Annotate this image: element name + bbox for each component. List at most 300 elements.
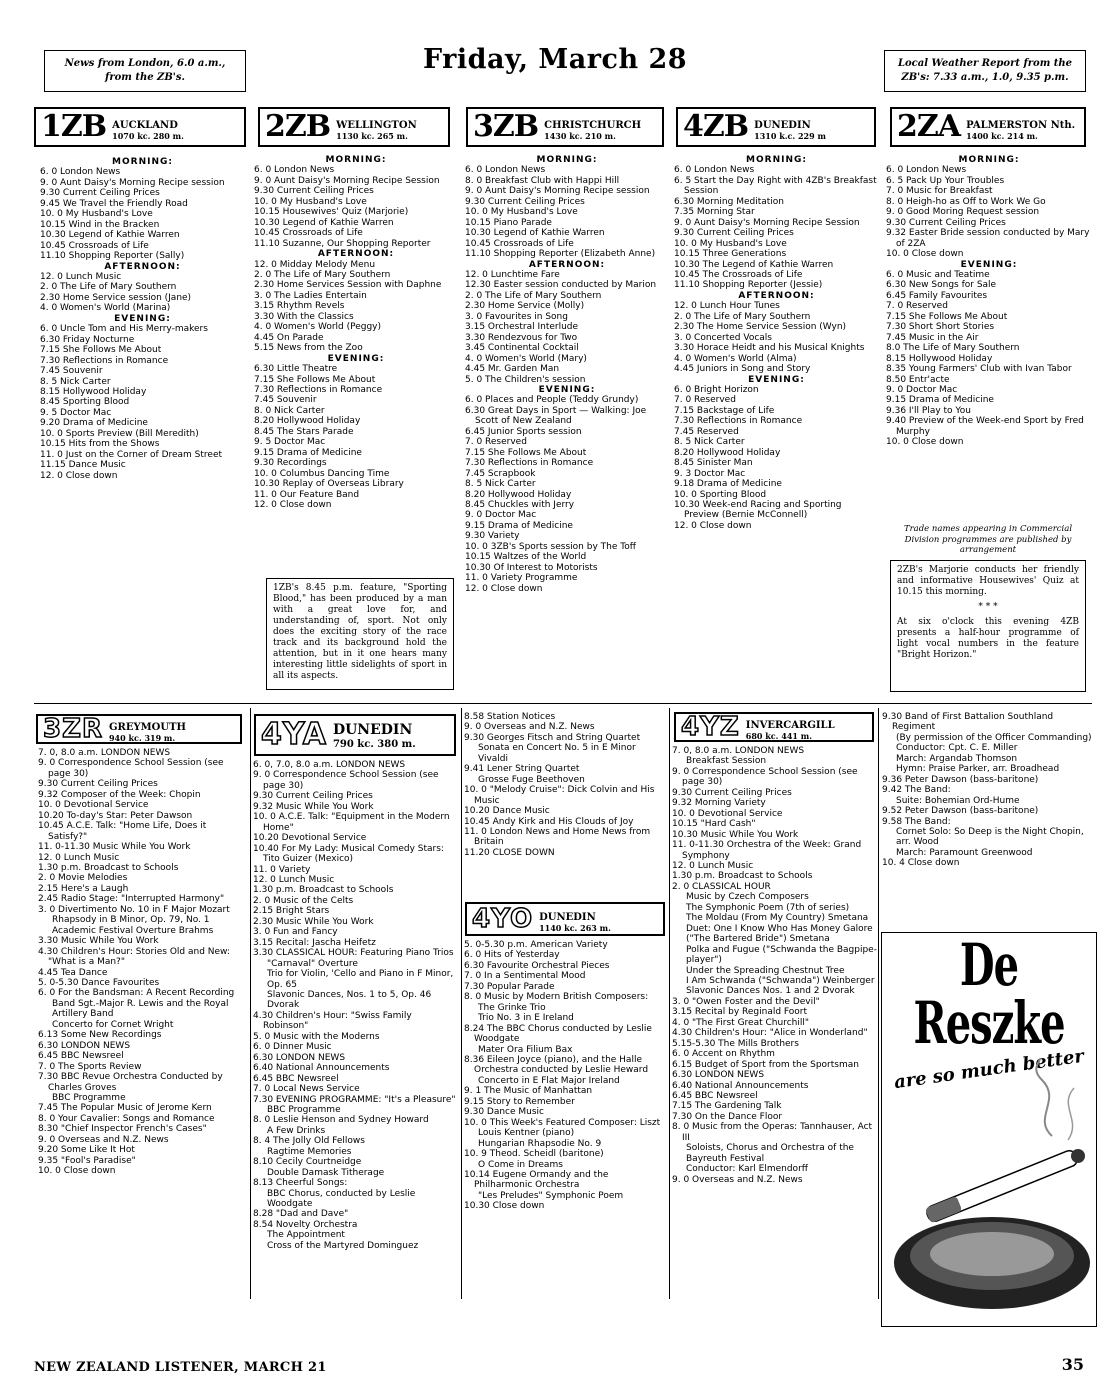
schedule-entry: 6. 0 London News (674, 165, 755, 176)
schedule-entry: 8.45 Chuckles with Jerry (465, 499, 575, 510)
schedule-entry: 11.10 Shopping Reporter (Elizabeth Anne) (465, 249, 656, 260)
station-frequency: 1070 kc. 280 m. (112, 130, 184, 141)
schedule-2za (886, 155, 1092, 515)
schedule-entry: 6.45 BBC Newsreel (253, 1073, 339, 1084)
schedule-entry: 3. 0 Concerted Vocals (674, 332, 772, 343)
section-heading: MORNING: (112, 157, 173, 167)
de-reszke-advertisement (881, 932, 1097, 1327)
station-callsign: 4YZ (681, 712, 740, 742)
schedule-entry: 10. 4 Close down (882, 858, 960, 869)
station-city: INVERCARGILL (745, 719, 835, 731)
schedule-entry: 10. 0 Close down (886, 437, 964, 448)
schedule-entry: 2. 0 Movie Melodies (38, 873, 128, 884)
station-city: PALMERSTON Nth. (966, 119, 1076, 131)
schedule-entry: 11. 0 Our Feature Band (254, 489, 360, 500)
schedule-entry: 6.40 National Announcements (253, 1063, 390, 1074)
schedule-entry: 10.30 Close down (464, 1201, 545, 1212)
schedule-entry: 7.30 Popular Parade (464, 981, 555, 992)
publication-footer: NEW ZEALAND LISTENER, MARCH 21 (34, 1360, 327, 1375)
schedule-entry: 8.50 Entr'acte (886, 374, 950, 385)
schedule-entry: 9. 5 Doctor Mac (40, 407, 112, 418)
schedule-entry: 11.15 Dance Music (40, 460, 126, 471)
schedule-entry: 9.40 Preview of the Week-end Sport by Fred Murphy (886, 416, 1084, 437)
schedule-entry: 10.15 Three Generations (674, 249, 787, 260)
station-badge-2zb (258, 107, 450, 147)
schedule-entry: 10.20 Dance Music (464, 806, 550, 817)
station-badge-1zb (34, 107, 246, 147)
schedule-entry: 3. 0 The Ladies Entertain (254, 290, 367, 301)
schedule-2zb (254, 155, 458, 570)
schedule-entry: 10. 0 This Week's Featured Composer: Liszt (464, 1117, 661, 1128)
schedule-entry: 8. 0 Leslie Henson and Sydney Howard (253, 1115, 429, 1126)
schedule-entry: 2.30 Music While You Work (253, 916, 374, 927)
schedule-entry: March: Argandab Thomson (896, 753, 1018, 764)
schedule-entry: 9.30 Current Ceiling Prices (674, 228, 794, 239)
schedule-entry: 11. 0 London News and Home News from Britain (464, 826, 651, 848)
schedule-entry: 6.30 Great Days in Sport — Walking: Joe Scott of New Zealand (465, 405, 647, 427)
schedule-entry: 10. 0 Sports Preview (Bill Meredith) (40, 428, 199, 439)
schedule-entry: The Symphonic Poem (7th of series) (686, 902, 850, 913)
news-note-line: from the ZB's. (105, 72, 185, 83)
station-callsign: 4YO (472, 904, 534, 934)
schedule-entry: 7. 0, 8.0 a.m. LONDON NEWS (672, 746, 805, 756)
schedule-entry: Conductor: Cpt. C. E. Miller (896, 743, 1018, 754)
schedule-entry: 7.15 The Gardening Talk (672, 1101, 782, 1112)
schedule-entry: 1.30 p.m. Broadcast to Schools (672, 871, 813, 882)
schedule-entry: "Les Preludes" Symphonic Poem (478, 1190, 624, 1201)
schedule-entry: 2. 0 CLASSICAL HOUR (672, 881, 771, 892)
schedule-entry: 11.10 Shopping Reporter (Sally) (40, 251, 185, 262)
schedule-entry: 12. 0 Close down (254, 499, 332, 510)
schedule-entry: 10. 0 Columbus Dancing Time (254, 468, 390, 479)
schedule-entry: 7.15 She Follows Me About (886, 311, 1008, 322)
schedule-entry: 7.15 She Follows Me About (40, 345, 162, 356)
schedule-entry: 9. 0 Aunt Daisy's Morning Recipe Session (674, 217, 860, 228)
schedule-entry: 3.45 Continental Cocktail (465, 343, 579, 354)
schedule-entry: Music by Czech Composers (686, 892, 809, 903)
schedule-entry: 9. 0 Overseas and N.Z. News (38, 1134, 169, 1145)
column-divider (250, 708, 251, 1299)
weather-note-line: ZB's: 7.33 a.m., 1.0, 9.35 p.m. (901, 72, 1069, 83)
schedule-entry: 10. 0 Close down (38, 1166, 116, 1177)
schedule-entry: 4. 0 Women's World (Alma) (674, 353, 797, 364)
schedule-entry: 7. 0 Reserved (465, 437, 527, 448)
schedule-entry: 10.15 Waltzes of the World (465, 552, 587, 563)
schedule-entry: 7.30 EVENING PROGRAMME: "It's a Pleasure" (253, 1094, 456, 1105)
section-heading: MORNING: (536, 155, 598, 165)
schedule-entry: 8.28 "Dad and Dave" (253, 1209, 349, 1220)
schedule-entry: 7.30 Reflections in Romance (40, 355, 169, 366)
schedule-entry: 7.30 Reflections in Romance (254, 384, 383, 395)
schedule-entry: 9.32 Morning Variety (672, 798, 766, 809)
schedule-entry: 9.30 Current Ceiling Prices (40, 188, 160, 199)
station-city: WELLINGTON (336, 119, 417, 131)
schedule-entry: 10. 0 My Husband's Love (674, 238, 787, 249)
schedule-entry: 3. 0 Fun and Fancy (253, 927, 338, 938)
schedule-entry: The Grinke Trio (478, 1002, 546, 1013)
schedule-entry: 6.40 National Announcements (672, 1080, 809, 1091)
schedule-entry: 8.20 Hollywood Holiday (674, 447, 781, 458)
schedule-entry: 10.15 "Hard Cash" (672, 819, 756, 830)
schedule-entry: 8. 0 Nick Carter (254, 405, 325, 416)
schedule-entry: 7.15 Backstage of Life (674, 405, 775, 416)
schedule-entry: 8. 5 Nick Carter (465, 479, 536, 490)
schedule-entry: 10. 0 Devotional Service (38, 800, 149, 811)
schedule-entry: 9.20 Some Like It Hot (38, 1145, 135, 1156)
schedule-entry: 6. 0 London News (886, 165, 967, 176)
schedule-entry: 3.15 Recital by Reginald Foort (672, 1007, 808, 1018)
station-frequency: 1430 kc. 210 m. (544, 130, 616, 141)
schedule-entry: 6.45 Family Favourites (886, 290, 988, 301)
marjorie-note-text: 2ZB's Marjorie conducts her friendly and informative Housewives' Quiz at 10.15 this morning. (897, 565, 1079, 597)
schedule-entry: 5. 0 Music with the Moderns (253, 1031, 380, 1042)
section-heading: AFTERNOON: (738, 290, 815, 301)
schedule-entry: 12. 0 Lunchtime Fare (465, 269, 560, 280)
schedule-entry: 9.30 Variety (465, 531, 520, 542)
schedule-entry: 9.30 Current Ceiling Prices (253, 791, 373, 802)
schedule-entry: (By permission of the Officer Commanding) (896, 732, 1092, 743)
station-frequency: 790 kc. 380 m. (332, 738, 416, 750)
section-heading: EVENING: (538, 384, 596, 395)
schedule-entry: 9.15 Drama of Medicine (254, 447, 362, 458)
marjorie-note (890, 560, 1086, 692)
weather-note-line: Local Weather Report from the (897, 57, 1073, 69)
schedule-entry: Trio for Violin, 'Cello and Piano in F Minor, Op. 65 (267, 969, 454, 990)
schedule-entry: 6. 5 Pack Up Your Troubles (886, 175, 1005, 186)
schedule-entry: 3.30 Rendezvous for Two (465, 332, 578, 343)
schedule-entry: 7.30 Short Short Stories (886, 322, 995, 333)
schedule-entry: 9.36 Peter Dawson (bass-baritone) (882, 774, 1039, 785)
schedule-entry: 6.30 Favourite Orchestral Pieces (464, 960, 610, 971)
schedule-entry: 10.45 Crossroads of Life (40, 240, 149, 251)
schedule-entry: 7. 0 In a Sentimental Mood (464, 971, 586, 982)
station-city: DUNEDIN (332, 722, 413, 739)
schedule-entry: 9.15 Drama of Medicine (886, 395, 994, 406)
schedule-entry: Soloists, Chorus and Orchestra of the Bayreuth Festival (686, 1143, 854, 1164)
schedule-entry: Academic Festival Overture Brahms (52, 925, 214, 936)
schedule-entry: Band Sgt.-Major R. Lewis and the Royal Artillery Band (52, 998, 229, 1020)
schedule-entry: 6. 0 Accent on Rhythm (672, 1049, 775, 1060)
schedule-3zb (465, 155, 669, 695)
schedule-entry: 8.24 The BBC Chorus conducted by Leslie Woodgate (464, 1023, 652, 1045)
schedule-entry: 10. 0 Close down (886, 249, 964, 260)
schedule-entry: 11. 0 Variety (253, 864, 311, 875)
schedule-entry: 3. 0 "Owen Foster and the Devil" (672, 996, 820, 1007)
schedule-entry: I Am Schwanda ("Schwanda") Weinberger (686, 975, 875, 986)
note-stars: * * * (978, 602, 998, 612)
marjorie-note-text: At six o'clock this evening 4ZB presents a half-hour programme of light vocal numbers in the feature "Bright Horizon." (897, 617, 1079, 660)
schedule-entry: 10.15 Housewives' Quiz (Marjorie) (254, 207, 409, 218)
schedule-entry: 6. 5 Start the Day Right with 4ZB's Breakfast Session (674, 175, 877, 197)
ashtray-cigarette-illustration (882, 1058, 1096, 1327)
schedule-entry: 9. 0 Doctor Mac (465, 510, 537, 521)
station-city: DUNEDIN (754, 119, 811, 131)
schedule-entry: 4.30 Children's Hour: Stories Old and New: "What is a Man?" (38, 946, 230, 968)
schedule-entry: 9. 0 Aunt Daisy's Morning Recipe session (465, 186, 650, 197)
schedule-entry: 2. 0 The Life of Mary Southern (254, 269, 391, 280)
schedule-entry: 6.45 BBC Newsreel (38, 1051, 124, 1062)
schedule-entry: 8.0 The Life of Mary Southern (886, 343, 1020, 354)
schedule-entry: 5.15-5.30 The Mills Brothers (672, 1038, 799, 1049)
station-city: AUCKLAND (112, 119, 178, 131)
schedule-entry: 7.45 The Popular Music of Jerome Kern (38, 1103, 212, 1114)
schedule-entry: Double Damask Titherage (267, 1167, 385, 1178)
schedule-entry: Conductor: Karl Elmendorff (686, 1164, 808, 1175)
schedule-entry: 10.15 Piano Parade (465, 217, 552, 228)
schedule-entry: 6.45 BBC Newsreel (672, 1090, 758, 1101)
station-callsign: 2ZB (265, 109, 331, 144)
schedule-entry: 4.45 Juniors in Song and Story (674, 364, 811, 375)
schedule-entry: 8.13 Cheerful Songs: (253, 1178, 348, 1189)
schedule-entry: Duet: One I Know Who Has Money Galore ("The Bartered Bride") Smetana (686, 923, 873, 945)
schedule-entry: 2.30 Home Services Session with Daphne (254, 280, 442, 291)
schedule-entry: 8.36 Eileen Joyce (piano), and the Halle Orchestra conducted by Leslie Heward (464, 1054, 649, 1076)
schedule-entry: 11. 0-11.30 Orchestra of the Week: Grand Symphony (672, 840, 862, 861)
station-city: DUNEDIN (539, 911, 596, 923)
schedule-entry: 10.30 Of Interest to Motorists (465, 562, 598, 573)
schedule-entry: 8.15 Hollywood Holiday (40, 386, 147, 397)
schedule-entry: 3.30 With the Classics (254, 311, 354, 322)
schedule-entry: Ragtime Memories (267, 1146, 352, 1157)
section-heading: MORNING: (325, 155, 387, 165)
schedule-entry: Suite: Bohemian Ord-Hume (896, 795, 1020, 806)
schedule-entry: BBC Programme (52, 1092, 126, 1103)
schedule-entry: Cornet Solo: So Deep is the Night Chopin, arr. Wood (896, 826, 1084, 848)
schedule-entry: O Come in Dreams (478, 1159, 563, 1170)
schedule-entry: The Moldau (From My Country) Smetana (686, 913, 869, 924)
schedule-entry: 9. 0 Aunt Daisy's Morning Recipe Session (254, 175, 440, 186)
section-heading: EVENING: (748, 374, 805, 385)
schedule-entry: 11.20 CLOSE DOWN (464, 847, 555, 858)
schedule-entry: 9.32 Composer of the Week: Chopin (38, 789, 201, 800)
schedule-entry: 7.30 BBC Revue Orchestra Conducted by Charles Groves (38, 1072, 223, 1093)
schedule-entry: 4. 0 "The First Great Churchill" (672, 1017, 809, 1028)
schedule-entry: 6. 0 London News (254, 165, 335, 176)
schedule-entry: 6.13 Some New Recordings (38, 1030, 162, 1041)
schedule-entry: 6. 0 Music and Teatime (886, 269, 990, 280)
schedule-entry: Under the Spreading Chestnut Tree (686, 965, 845, 976)
schedule-entry: 9. 0 Overseas and N.Z. News (464, 722, 595, 733)
schedule-entry: 5.15 News from the Zoo (254, 343, 363, 354)
schedule-entry: 12. 0 Lunch Hour Tunes (674, 301, 780, 312)
schedule-entry: 2. 0 The Life of Mary Southern (465, 290, 602, 301)
schedule-entry: 9.30 Current Ceiling Prices (886, 217, 1006, 228)
schedule-entry: 10. 0 My Husband's Love (465, 207, 578, 218)
schedule-entry: 6.30 New Songs for Sale (886, 280, 997, 291)
column-divider (669, 708, 670, 1299)
station-callsign: 3ZR (43, 714, 103, 744)
schedule-entry: 9.15 Story to Remember (464, 1096, 575, 1107)
schedule-entry: BBC Chorus, conducted by Leslie Woodgate (267, 1188, 416, 1210)
schedule-entry: 4.30 Children's Hour: "Alice in Wonderland" (672, 1028, 868, 1039)
schedule-entry: 10.30 Legend of Kathie Warren (254, 217, 394, 228)
schedule-entry: 3. 0 Divertimento No. 10 in F Major Mozart (38, 904, 230, 915)
schedule-entry: 3. 0 Favourites in Song (465, 311, 568, 322)
news-note-line: News from London, 6.0 a.m., (64, 57, 226, 69)
schedule-entry: 3.30 Horace Heidt and his Musical Knights (674, 343, 865, 354)
schedule-entry: 8.45 Sinister Man (674, 458, 753, 469)
station-frequency: 680 kc. 441 m. (745, 730, 812, 741)
schedule-entry: 9.42 The Band: (882, 785, 951, 796)
station-callsign: 4YA (261, 717, 327, 752)
schedule-entry: 9. 0 Doctor Mac (886, 384, 958, 395)
schedule-entry: 9.52 Peter Dawson (bass-baritone) (882, 806, 1039, 817)
station-badge-4yo (465, 902, 665, 936)
schedule-entry: 11. 0 Just on the Corner of Dream Street (40, 449, 223, 460)
section-heading: AFTERNOON: (528, 259, 606, 270)
station-badge-2za (890, 107, 1086, 147)
station-badge-3zr (36, 714, 242, 744)
schedule-entry: 7. 0 Music for Breakfast (886, 186, 993, 197)
schedule-entry: 8. 5 Nick Carter (674, 437, 745, 448)
schedule-entry: Rhapsody in B Minor, Op. 79, No. 1 (52, 915, 210, 926)
schedule-entry: 10.30 Legend of Kathie Warren (40, 230, 180, 241)
section-heading: AFTERNOON: (317, 249, 395, 260)
schedule-entry: 6. 0 Places and People (Teddy Grundy) (465, 395, 639, 406)
schedule-entry: 10.30 Replay of Overseas Library (254, 479, 404, 490)
schedule-entry: 10.15 Wind in the Bracken (40, 219, 160, 230)
schedule-entry: 9.20 Drama of Medicine (40, 418, 148, 429)
schedule-entry: 10. 0 Devotional Service (672, 808, 783, 819)
schedule-entry: 9.58 The Band: (882, 816, 951, 827)
schedule-entry: Breakfast Session (686, 756, 767, 767)
schedule-entry: Cross of the Martyred Dominguez (267, 1240, 419, 1251)
schedule-entry: 5. 0-5.30 p.m. American Variety (464, 940, 608, 950)
schedule-entry: 6.30 LONDON NEWS (253, 1052, 346, 1063)
schedule-entry: 6. 0 For the Bandsman: A Recent Recording (38, 988, 235, 999)
station-frequency: 1400 kc. 214 m. (966, 130, 1038, 141)
schedule-entry: 10. 0 My Husband's Love (40, 209, 153, 220)
schedule-entry: 10. 9 Theod. Scheidl (baritone) (464, 1149, 604, 1160)
schedule-entry: 8.15 Hollywood Holiday (886, 353, 993, 364)
schedule-entry: 8. 0 Music from the Operas: Tannhauser, Act III (672, 1122, 873, 1143)
schedule-entry: Slavonic Dances, Nos. 1 to 5, Op. 46 Dvorak (267, 989, 432, 1011)
schedule-entry: 8.10 Cecily Courtneidge (253, 1157, 362, 1168)
schedule-entry: 1.30 p.m. Broadcast to Schools (253, 885, 394, 896)
schedule-entry: 10.45 The Crossroads of Life (674, 269, 803, 280)
schedule-entry: 8.54 Novelty Orchestra (253, 1219, 358, 1230)
schedule-entry: 2. 0 The Life of Mary Southern (40, 282, 177, 293)
schedule-entry: 9.41 Lener String Quartet (464, 764, 580, 775)
station-callsign: 1ZB (41, 109, 107, 144)
schedule-entry: 7.15 She Follows Me About (254, 374, 376, 385)
schedule-entry: 7.30 Reflections in Romance (674, 416, 803, 427)
schedule-entry: 8. 0 Your Cavalier: Songs and Romance (38, 1113, 215, 1124)
column-divider (461, 708, 462, 1299)
schedule-entry: 6. 0, 7.0, 8.0 a.m. LONDON NEWS (253, 760, 406, 770)
schedule-entry: Slavonic Dances Nos. 1 and 2 Dvorak (686, 986, 855, 997)
schedule-entry: 7.45 Reserved (674, 426, 739, 437)
schedule-entry: Louis Kentner (piano) (478, 1128, 575, 1139)
schedule-entry: 5. 0 The Children's session (465, 374, 586, 385)
schedule-entry: 8.35 Young Farmers' Club with Ivan Tabor (886, 364, 1072, 375)
schedule-entry: 3.30 CLASSICAL HOUR: Featuring Piano Trios (253, 948, 454, 959)
schedule-entry: 9.35 "Fool's Paradise" (38, 1155, 136, 1166)
schedule-entry: 7.15 She Follows Me About (465, 447, 587, 458)
schedule-entry: BBC Programme (267, 1104, 341, 1115)
schedule-entry: 6.45 Junior Sports session (465, 426, 582, 437)
schedule-entry: 8. 4 The Jolly Old Fellows (253, 1136, 365, 1147)
station-frequency: 1130 kc. 265 m. (336, 130, 408, 141)
schedule-entry: 9. 0 Overseas and N.Z. News (672, 1174, 803, 1185)
schedule-entry: 12.30 Easter session conducted by Marion (465, 280, 657, 291)
schedule-entry: 9. 3 Doctor Mac (674, 468, 746, 479)
schedule-entry: 12. 0 Lunch Music (253, 874, 335, 885)
schedule-entry: 7. 0, 8.0 a.m. LONDON NEWS (38, 748, 171, 758)
schedule-entry: 10.40 For My Lady: Musical Comedy Stars: Tito Guizer (Mexico) (253, 843, 444, 865)
schedule-entry: March: Paramount Greenwood (896, 847, 1033, 858)
section-heading: EVENING: (327, 353, 385, 364)
schedule-entry: 9.15 Drama of Medicine (465, 520, 573, 531)
schedule-entry: 8.58 Station Notices (464, 712, 556, 722)
schedule-entry: 3.15 Recital: Jascha Heifetz (253, 937, 376, 948)
schedule-entry: 10.30 Week-end Racing and Sporting Preview (Bernie McConnell) (674, 499, 842, 521)
schedule-entry: Hungarian Rhapsodie No. 9 (478, 1138, 602, 1149)
schedule-entry: 7.45 Music in the Air (886, 332, 979, 343)
schedule-entry: 4.45 Mr. Garden Man (465, 364, 560, 375)
schedule-entry: 6.30 LONDON NEWS (38, 1040, 131, 1051)
news-note-box (44, 50, 246, 92)
schedule-entry: 6. 0 Hits of Yesterday (464, 950, 560, 961)
schedule-entry: 10. 0 A.C.E. Talk: "Equipment in the Modern Home" (253, 812, 450, 833)
schedule-entry: 9.30 Current Ceiling Prices (672, 787, 792, 798)
trade-names-note: Trade names appearing in Commercial Division programmes are published by arrangement (903, 524, 1073, 555)
schedule-entry: 9.30 Current Ceiling Prices (465, 196, 585, 207)
schedule-entry: A Few Drinks (267, 1125, 326, 1136)
schedule-entry: 9. 0 Good Moring Request session (886, 207, 1040, 218)
schedule-4yz-continued (882, 712, 1094, 927)
schedule-entry: 6. 0 Dinner Music (253, 1042, 332, 1053)
schedule-entry: 2.45 Radio Stage: "Interrupted Harmony" (38, 894, 225, 905)
schedule-entry: 7.35 Morning Star (674, 207, 755, 218)
schedule-entry: 9.30 Band of First Battalion Southland Regiment (882, 712, 1054, 733)
schedule-entry: 4. 0 Women's World (Marina) (40, 303, 171, 314)
schedule-entry: 7. 0 Reserved (674, 395, 736, 406)
schedule-4yo (464, 940, 667, 1348)
schedule-entry: 11.10 Suzanne, Our Shopping Reporter (254, 238, 431, 249)
station-city: CHRISTCHURCH (544, 119, 642, 131)
schedule-entry: Sonata en Concert No. 5 in E Minor Vivaldi (478, 743, 636, 764)
schedule-entry: 9.30 Current Ceiling Prices (38, 779, 158, 790)
schedule-entry: 6.30 Friday Nocturne (40, 334, 135, 345)
schedule-entry: 2. 0 The Life of Mary Southern (674, 311, 811, 322)
schedule-entry: 6.15 Budget of Sport from the Sportsman (672, 1059, 859, 1070)
schedule-entry: Concerto in E Flat Major Ireland (478, 1075, 620, 1086)
station-badge-4zb (676, 107, 876, 147)
schedule-entry: 7.45 Souvenir (254, 395, 317, 406)
schedule-entry: 6. 0 London News (465, 165, 546, 176)
schedule-entry: 9.18 Drama of Medicine (674, 479, 782, 490)
schedule-entry: 10.20 To-day's Star: Peter Dawson (38, 810, 193, 821)
station-callsign: 2ZA (897, 109, 961, 144)
schedule-entry: 9. 0 Aunt Daisy's Morning Recipe session (40, 177, 225, 188)
schedule-entry: Concerto for Cornet Wright (52, 1019, 174, 1030)
schedule-entry: 9.36 I'll Play to You (886, 405, 971, 416)
section-divider (34, 703, 1092, 704)
schedule-entry: 9.30 Current Ceiling Prices (254, 186, 374, 197)
schedule-entry: 2.30 Home Service session (Jane) (40, 292, 192, 303)
schedule-entry: 8.30 "Chief Inspector French's Cases" (38, 1124, 207, 1135)
schedule-entry: 8.45 The Stars Parade (254, 426, 354, 437)
schedule-entry: 7. 0 Reserved (886, 301, 948, 312)
schedule-entry: 9. 0 Correspondence School Session (see page 30) (38, 758, 224, 779)
schedule-entry: 6.30 Morning Meditation (674, 196, 784, 207)
section-heading: MORNING: (746, 155, 807, 165)
schedule-entry: 12. 0 Close down (674, 520, 752, 531)
schedule-entry: 12. 0 Lunch Music (672, 860, 754, 871)
schedule-entry: Grosse Fuge Beethoven (478, 774, 585, 785)
schedule-entry: 10. 0 Sporting Blood (674, 489, 767, 500)
